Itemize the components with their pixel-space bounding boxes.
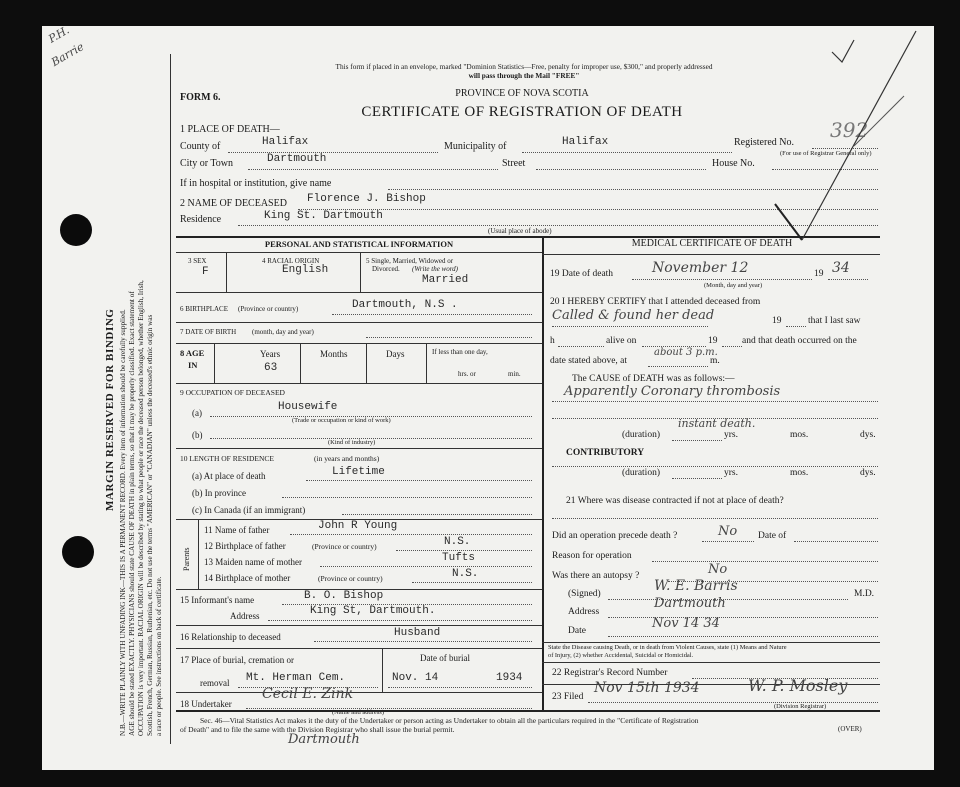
instant-death: instant death. <box>678 417 756 430</box>
racial-label: 4 RACIAL ORIGIN <box>262 257 320 265</box>
nineteen-2: 19 <box>708 336 718 346</box>
dys-label-2: dys. <box>860 468 876 478</box>
reason-label: Reason for operation <box>552 551 632 561</box>
occ-a-label: (a) <box>192 408 202 418</box>
county-label: County of <box>180 141 221 152</box>
occ-a-note: (Trade or occupation or kind of work) <box>292 417 391 424</box>
autopsy-value: No <box>708 562 728 577</box>
margin-instructions-5: a race or people. See instructions on back of certificate. <box>155 576 163 736</box>
certify-label: 20 I HEREBY CERTIFY that I attended deceased from <box>550 297 761 307</box>
death-year-value: 34 <box>832 260 850 276</box>
margin-instructions-1: N.B.—WRITE PLAINLY WITH UNFADING INK—THIS IS A PERMANENT RECORD. Every item of information should be carefully supplied. <box>119 309 127 736</box>
mos-label-2: mos. <box>790 468 809 478</box>
dys-label-1: dys. <box>860 430 876 440</box>
q21-label: 21 Where was disease contracted if not at place of death? <box>566 496 784 506</box>
column-divider <box>542 236 544 710</box>
marital-label-1: 5 Single, Married, Widowed or <box>366 257 454 265</box>
burial-label-1: 17 Place of burial, cremation or <box>180 655 294 665</box>
registered-number: 392 <box>830 118 869 142</box>
birthplace-value: Dartmouth, N.S . <box>352 299 458 311</box>
length-note: (in years and months) <box>314 454 380 463</box>
residence-value: King St. Dartmouth <box>264 210 383 222</box>
occupation-value: Housewife <box>278 401 338 413</box>
cause-value: Apparently Coronary thrombosis <box>564 384 781 399</box>
length-label: 10 LENGTH OF RESIDENCE <box>180 454 274 463</box>
undertaker-label: 18 Undertaker <box>180 699 232 709</box>
m-label: m. <box>710 356 720 366</box>
md-label: M.D. <box>854 589 875 599</box>
death-date-label: 19 Date of death <box>550 269 614 279</box>
occurred-label: and that death occurred on the <box>742 336 857 346</box>
yrs-label-2: yrs. <box>724 468 738 478</box>
mos-label-1: mos. <box>790 430 809 440</box>
mother-bp-label: 14 Birthplace of mother <box>204 573 291 583</box>
father-bp-note: (Province or country) <box>312 542 377 551</box>
death-date-note: (Month, day and year) <box>704 282 763 289</box>
undertaker-note: (Name and address) <box>332 709 384 716</box>
margin-rule <box>170 54 171 744</box>
municipality-label: Municipality of <box>444 141 507 152</box>
h-label: h <box>550 336 555 346</box>
signed-date: Nov 14 34 <box>652 616 720 631</box>
burial-date: Nov. 14 <box>392 672 439 684</box>
registered-label: Registered No. <box>734 137 794 148</box>
length-a-label: (a) At place of death <box>192 471 266 481</box>
medical-heading: MEDICAL CERTIFICATE OF DEATH <box>631 238 793 249</box>
house-label: House No. <box>712 158 755 169</box>
signed-label: (Signed) <box>568 589 601 599</box>
margin-note-1: P.H. <box>46 23 72 46</box>
hrs-label: hrs. or <box>458 370 476 378</box>
duration-label-2: (duration) <box>622 468 660 478</box>
margin-instructions-4: Scottish, French, German, Russian, Ruthenian, etc. Do not use the terms "AMERICAN" or "CANADIAN" unless the deceased's ethnic origin was <box>146 314 154 736</box>
cause-label: The CAUSE of DEATH was as follows:— <box>572 374 735 384</box>
yrs-label-1: yrs. <box>724 430 738 440</box>
last-saw-label: that I last saw <box>808 316 861 326</box>
occ-b-label: (b) <box>192 430 203 440</box>
punch-hole-top <box>60 214 92 246</box>
marital-label-2: Divorced. <box>372 265 400 273</box>
marital-value: Married <box>422 274 469 286</box>
dob-label: 7 DATE OF BIRTH <box>180 328 237 336</box>
death-time: about 3 p.m. <box>654 347 718 358</box>
informant-value: B. O. Bishop <box>304 590 384 602</box>
state-note-1: State the Disease causing Death, or in death from Violent Causes, state (1) Means and Nature <box>548 644 787 651</box>
length-c-label: (c) In Canada (if an immigrant) <box>192 505 306 515</box>
burial-place: Mt. Herman Cem. <box>246 672 346 684</box>
father-value: John R Young <box>318 520 398 532</box>
physician-signature: W. E. Barris <box>654 578 738 594</box>
father-bp-label: 12 Birthplace of father <box>204 541 286 551</box>
years-label: Years <box>260 349 281 359</box>
informant-label: 15 Informant's name <box>180 595 255 605</box>
certificate-sheet <box>42 23 934 770</box>
marital-label-3: (Write the word) <box>412 265 459 273</box>
length-a-value: Lifetime <box>332 466 385 478</box>
mother-bp-value: N.S. <box>452 568 479 580</box>
death-date-value: November 12 <box>652 260 749 276</box>
postal-note-2: will pass through the Mail "FREE" <box>468 71 580 80</box>
contributory-label: CONTRIBUTORY <box>566 448 645 458</box>
occupation-label: 9 OCCUPATION OF DECEASED <box>180 388 285 397</box>
margin-instructions-3: OCCUPATION is very important. RACIAL ORIGIN will be described by stating to what people or race the deceased person belonged, whether English, Irish, <box>137 280 145 736</box>
date-stated-label: date stated above, at <box>550 356 628 366</box>
punch-hole-bottom <box>62 536 94 568</box>
father-label: 11 Name of father <box>204 525 270 535</box>
physician-address-label: Address <box>568 607 600 617</box>
dob-note: (month, day and year) <box>252 328 314 336</box>
registrar-signature: W. P. Mosley <box>748 676 848 695</box>
physician-address: Dartmouth <box>654 596 726 611</box>
mother-bp-note: (Province or country) <box>318 574 383 583</box>
state-note-2: of Injury, (2) whether Accidental, Suicidal or Homicidal. <box>548 652 694 659</box>
days-label: Days <box>386 349 405 359</box>
registrar-record-label: 22 Registrar's Record Number <box>552 668 668 678</box>
margin-note-2: Barrie <box>49 40 87 69</box>
relationship-label: 16 Relationship to deceased <box>180 632 281 642</box>
undertaker-signature: Cecil E. Zink <box>262 686 354 702</box>
length-b-label: (b) In province <box>192 488 246 498</box>
margin-binding-label: MARGIN RESERVED FOR BINDING <box>104 308 116 511</box>
pen-strokes <box>42 26 934 770</box>
abode-note: (Usual place of abode) <box>488 227 552 235</box>
burial-date-label: Date of burial <box>420 653 470 663</box>
street-label: Street <box>502 158 526 169</box>
province: PROVINCE OF NOVA SCOTIA <box>455 88 589 99</box>
municipality-value: Halifax <box>562 136 609 148</box>
birthplace-label: 6 BIRTHPLACE <box>180 305 228 313</box>
death-year-prefix: 19 <box>814 269 824 279</box>
min-label: min. <box>508 370 521 378</box>
burial-year: 1934 <box>496 672 523 684</box>
deceased-label: 2 NAME OF DECEASED <box>180 198 287 209</box>
place-heading: 1 PLACE OF DEATH— <box>180 124 280 135</box>
date-of-label: Date of <box>758 531 787 541</box>
form-number: FORM 6. <box>180 92 221 103</box>
operation-value: No <box>718 524 738 539</box>
hospital-label: If in hospital or institution, give name <box>180 178 332 189</box>
alive-on-label: alive on <box>606 336 637 346</box>
deceased-value: Florence J. Bishop <box>307 193 426 205</box>
personal-heading: PERSONAL AND STATISTICAL INFORMATION <box>264 239 454 249</box>
registrar-note: (Division Registrar) <box>774 703 827 710</box>
margin-instructions-2: AGE should be stated EXACTLY. PHYSICIANS should state CAUSE OF DEATH in plain terms, so that it may be properly classified. Exact statement of <box>128 291 136 736</box>
signed-date-label: Date <box>568 626 586 636</box>
age-label-2: IN <box>188 360 198 370</box>
burial-label-2: removal <box>200 678 230 688</box>
mother-label: 13 Maiden name of mother <box>204 557 302 567</box>
autopsy-label: Was there an autopsy ? <box>552 571 640 581</box>
undertaker-address: Dartmouth <box>288 732 360 747</box>
age-label-1: 8 AGE <box>180 348 205 358</box>
nineteen-1: 19 <box>772 316 782 326</box>
occ-b-note: (Kind of industry) <box>328 439 376 446</box>
residence-label: Residence <box>180 214 222 225</box>
footer-line-1: Sec. 46—Vital Statistics Act makes it the duty of the Undertaker or person acting as Undertaker to obtain all the particulars required in the "Certificate of Registration <box>200 716 699 725</box>
filed-label: 23 Filed <box>552 692 584 702</box>
postal-note-1: This form if placed in an envelope, marked "Dominion Statistics—Free, penalty for improper use, $300," and properly addressed <box>335 62 713 71</box>
duration-label-1: (duration) <box>622 430 660 440</box>
registered-note: (For use of Registrar General only) <box>780 150 872 157</box>
page-title: CERTIFICATE OF REGISTRATION OF DEATH <box>361 104 683 120</box>
footer-over: (OVER) <box>838 725 862 733</box>
father-bp-value: N.S. <box>444 536 471 548</box>
relationship-value: Husband <box>394 627 441 639</box>
months-label: Months <box>320 349 348 359</box>
attended-value: Called & found her dead <box>552 308 715 323</box>
years-value: 63 <box>264 362 278 374</box>
birthplace-note: (Province or country) <box>238 305 299 313</box>
mother-value: Tufts <box>442 552 476 564</box>
racial-value: English <box>282 264 329 276</box>
filed-value: Nov 15th 1934 <box>594 680 700 696</box>
footer-line-2: of Death" and to file the same with the Division Registrar who shall issue the burial permit. <box>180 725 455 734</box>
informant-address-label: Address <box>230 611 260 621</box>
operation-label: Did an operation precede death ? <box>552 531 678 541</box>
lessday-label: If less than one day, <box>432 348 488 356</box>
city-label: City or Town <box>180 158 234 169</box>
county-value: Halifax <box>262 136 309 148</box>
informant-address: King St, Dartmouth. <box>310 605 436 617</box>
parents-label: Parents <box>182 547 191 571</box>
city-value: Dartmouth <box>267 153 327 165</box>
sex-label: 3 SEX <box>188 257 207 265</box>
sex-value: F <box>202 266 209 278</box>
